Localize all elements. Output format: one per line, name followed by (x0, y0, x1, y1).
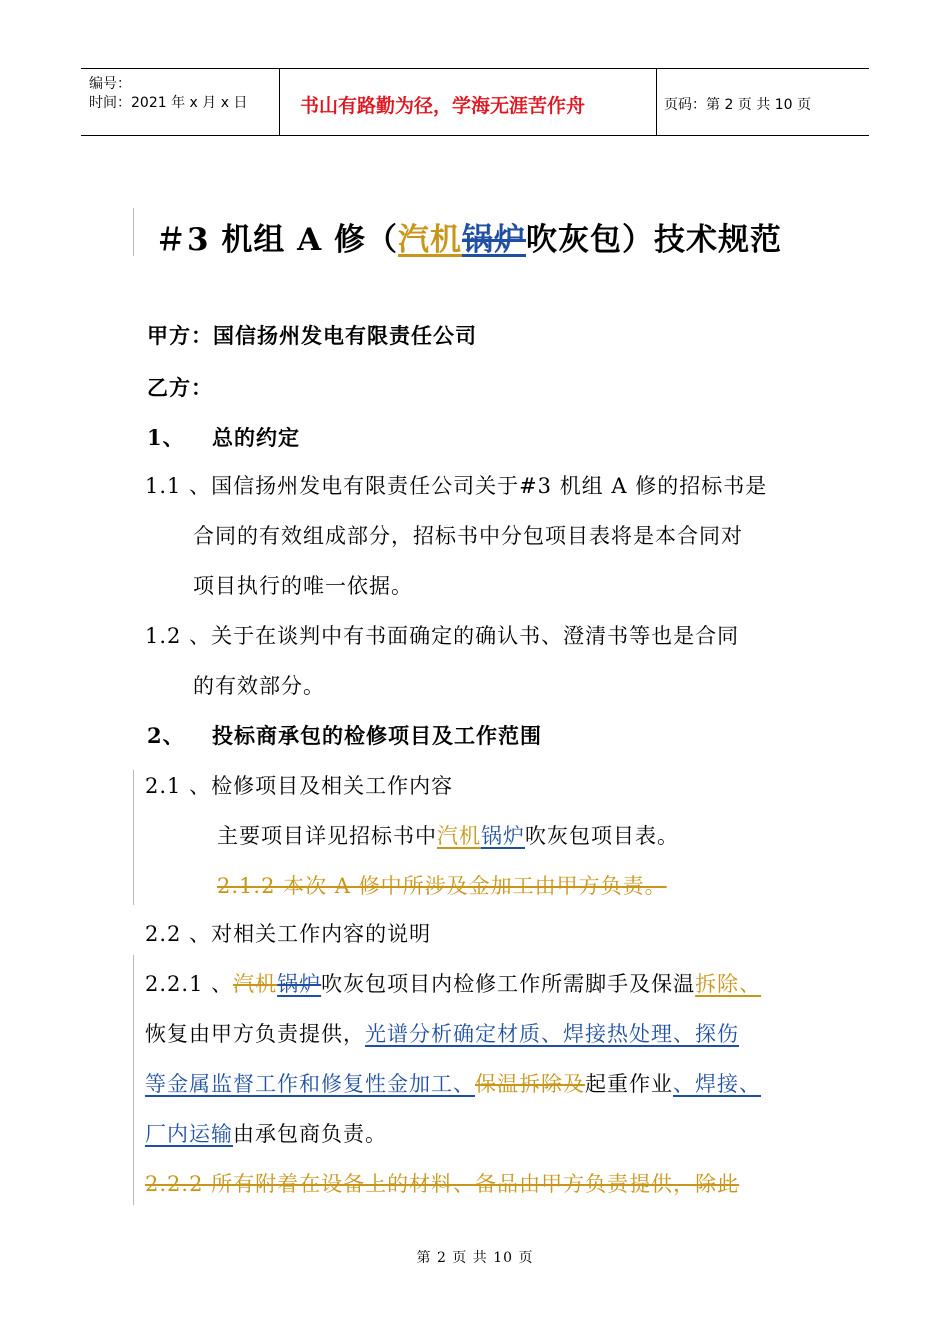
section-1-heading: 总的约定 (212, 425, 300, 450)
section-2-number: 2、 (147, 723, 185, 748)
party-b: 乙方： (147, 375, 213, 400)
clause-1-2-line-2: 的有效部分。 (193, 674, 325, 698)
clause-2-2-1-line-3: 等金属监督工作和修复性金加工、保温拆除及起重作业、焊接、 (145, 1072, 761, 1096)
clause-2-2-1-line-1: 2.2.1 、汽机锅炉吹灰包项目内检修工作所需脚手及保温拆除、 (145, 972, 762, 996)
clause-2-1-line-2: 主要项目详见招标书中汽机锅炉吹灰包项目表。 (217, 824, 679, 848)
title-revision: 锅炉 (462, 222, 526, 258)
change-bar (133, 208, 134, 256)
clause-2-1-line-1: 2.1 、检修项目及相关工作内容 (145, 774, 454, 798)
change-bar (133, 770, 134, 905)
clause-2-2-1-line-4: 厂内运输由承包商负责。 (145, 1122, 387, 1146)
section-2-heading: 投标商承包的检修项目及工作范围 (212, 723, 542, 748)
section-1-number: 1、 (147, 425, 185, 450)
party-a: 甲方：国信扬州发电有限责任公司 (147, 323, 477, 348)
clause-2-2-line-1: 2.2 、对相关工作内容的说明 (145, 922, 432, 946)
code-label: 编号： (89, 76, 131, 92)
page-header (81, 68, 869, 136)
change-bar (133, 955, 134, 1205)
title-insertion: 汽机 (398, 222, 462, 258)
clause-1-1-line-1: 1.1 、国信扬州发电有限责任公司关于#3 机组 A 修的招标书是 (145, 474, 768, 498)
clause-1-2-line-1: 1.2 、关于在谈判中有书面确定的确认书、澄清书等也是合同 (145, 624, 740, 648)
page-info: 页码：第 2 页 共 10 页 (664, 97, 811, 113)
motto: 书山有路勤为径，学海无涯苦作舟 (300, 95, 586, 117)
time-label: 时间：2021 年 x 月 x 日 (89, 95, 248, 111)
document-title: ＃3 机组 A 修（汽机锅炉吹灰包）技术规范 (155, 222, 782, 258)
clause-1-1-line-2: 合同的有效组成部分，招标书中分包项目表将是本合同对 (193, 524, 743, 548)
header-motto-cell (280, 69, 657, 135)
header-info-cell (81, 69, 280, 135)
page-footer: 第 2 页 共 10 页 (416, 1250, 534, 1266)
clause-2-2-2-deleted: 2.2.2 所有附着在设备上的材料、备品由甲方负责提供，除此 (145, 1172, 740, 1196)
clause-1-1-line-3: 项目执行的唯一依据。 (193, 574, 413, 598)
clause-2-1-2-deleted: 2.1.2 本次 A 修中所涉及金加工由甲方负责。 (217, 874, 667, 898)
header-page-cell (657, 69, 869, 135)
clause-2-2-1-line-2: 恢复由甲方负责提供，光谱分析确定材质、焊接热处理、探伤 (145, 1022, 739, 1046)
